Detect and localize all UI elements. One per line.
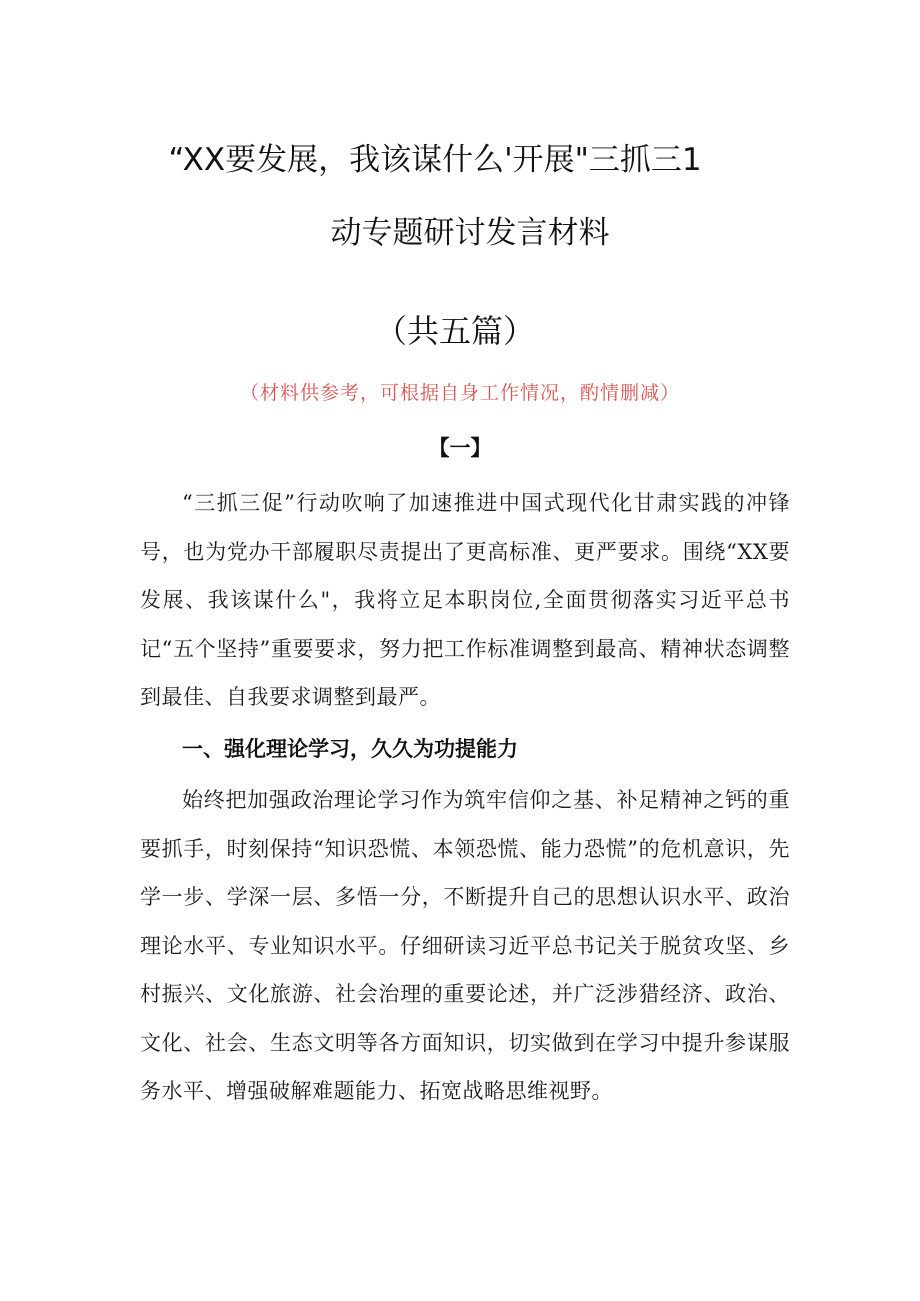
section-number: 【一】 xyxy=(428,435,492,460)
section-heading-1: 一、强化理论学习，久久为功提能力 xyxy=(182,737,518,761)
document-count: （共五篇） xyxy=(374,312,535,350)
document-title-line-2: 动专题研讨发言材料 xyxy=(330,215,610,251)
body-paragraph-2: 始终把加强政治理论学习作为筑牢信仰之基、补足精神之钙的重要抓手，时刻保持“知识恐慌、本领恐慌、能力恐慌”的危机意识，先学一步、学深一层、多悟一分，不断提升自己的思想认识水平、政治理论水平、专业知识水平。仔细研读习近平总书记关于脱贫攻坚、乡村振兴、文化旅游、社会治理的重要论述，并广泛涉猎经济、政治、文化、社会、生态文明等各方面知识，切实做到在学习中提升参谋服务水平、增强破解难题能力、拓宽战略思维视野。 xyxy=(140,788,790,1103)
body-paragraph-1: “三抓三促”行动吹响了加速推进中国式现代化甘肃实践的冲锋号，也为党办干部履职尽责提出了更高标准、更严要求。围绕“XX要发展、我该谋什么"，我将立足本职岗位,全面贯彻落实习近平总书记“五个坚持”重要要求，努力把工作标准调整到最高、精神状态调整到最佳、自我要求调整到最严。 xyxy=(140,491,790,709)
document-title-line-1: “XX要发展，我该谋什么'开展"三抓三1 xyxy=(168,142,702,178)
reference-note: （材料供参考，可根据自身工作情况，酌情删减） xyxy=(239,382,680,404)
